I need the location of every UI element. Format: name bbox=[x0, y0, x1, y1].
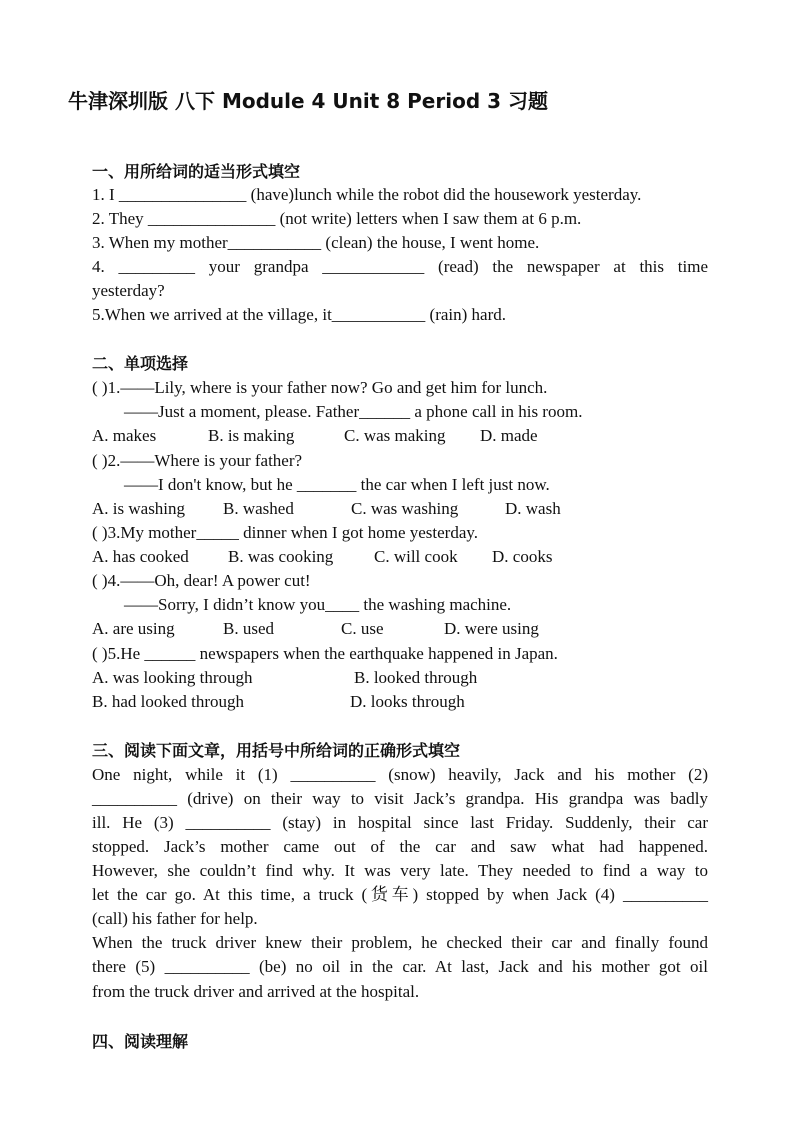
q5-option-b2: B. had looked through bbox=[92, 692, 245, 711]
q1-line2: ——Just a moment, please. Father______ a phone call in his room. bbox=[124, 402, 583, 421]
s1-item-3: 3. When my mother___________ (clean) the house, I went home. bbox=[92, 233, 540, 252]
q5-options-row1 bbox=[92, 666, 708, 690]
q4-option-c: C. use bbox=[341, 619, 384, 638]
q1-line1: ( )1.——Lily, where is your father now? Go and get him for lunch. bbox=[92, 378, 548, 397]
page-title: 牛津深圳版 八下 Module 4 Unit 8 Period 3 习题 bbox=[68, 89, 548, 113]
q1-options bbox=[92, 424, 708, 448]
s3-line-7: (call) his father for help. bbox=[92, 909, 258, 928]
s3-line-8: When the truck driver knew their problem, he checked their car and finally found bbox=[92, 933, 708, 952]
q3-option-d: D. cooks bbox=[492, 547, 553, 566]
q1-option-b: B. is making bbox=[208, 426, 295, 445]
q2-option-b: B. washed bbox=[223, 499, 294, 518]
s1-item-4: 4. _________ your grandpa ____________ (read) the newspaper at this time bbox=[92, 257, 708, 276]
s3-line-4: stopped. Jack’s mother came out of the car and saw what had happened. bbox=[92, 837, 708, 856]
q4-option-b: B. used bbox=[223, 619, 274, 638]
q4-line1: ( )4.——Oh, dear! A power cut! bbox=[92, 571, 311, 590]
q5-option-a: A. was looking through bbox=[92, 668, 253, 687]
q4-option-d: D. were using bbox=[444, 619, 539, 638]
s3-line-9: there (5) __________ (be) no oil in the car. At last, Jack and his mother got oil bbox=[92, 957, 708, 976]
s3-line-10: from the truck driver and arrived at the hospital. bbox=[92, 982, 420, 1001]
s3-line-6: let the car go. At this time, a truck (货车) stopped by when Jack (4) __________ bbox=[92, 885, 708, 904]
section3-heading: 三、阅读下面文章，用括号中所给词的正确形式填空 bbox=[92, 741, 461, 760]
s1-item-1: 1. I _______________ (have)lunch while the robot did the housework yesterday. bbox=[92, 185, 642, 204]
section4-heading: 四、阅读理解 bbox=[92, 1032, 189, 1051]
s3-line-1: One night, while it (1) __________ (snow) heavily, Jack and his mother (2) bbox=[92, 765, 708, 784]
s3-line-3: ill. He (3) __________ (stay) in hospital since last Friday. Suddenly, their car bbox=[92, 813, 708, 832]
q2-option-c: C. was washing bbox=[351, 499, 459, 518]
q5-option-d: D. looks through bbox=[350, 692, 465, 711]
q5-options-row2 bbox=[92, 690, 708, 714]
section1-heading: 一、用所给词的适当形式填空 bbox=[92, 162, 301, 181]
s1-item-4-cont: yesterday? bbox=[92, 281, 165, 300]
q3-line1: ( )3.My mother_____ dinner when I got home yesterday. bbox=[92, 523, 479, 542]
q1-option-c: C. was making bbox=[344, 426, 446, 445]
q2-line1: ( )2.——Where is your father? bbox=[92, 451, 303, 470]
q1-option-d: D. made bbox=[480, 426, 538, 445]
q4-line2: ——Sorry, I didn’t know you____ the washing machine. bbox=[124, 595, 512, 614]
s1-item-5: 5.When we arrived at the village, it___________ (rain) hard. bbox=[92, 305, 507, 324]
s3-line-5: However, she couldn’t find why. It was very late. They needed to find a way to bbox=[92, 861, 708, 880]
q5-option-b: B. looked through bbox=[354, 668, 478, 687]
q2-option-d: D. wash bbox=[505, 499, 561, 518]
q3-option-c: C. will cook bbox=[374, 547, 458, 566]
q4-options bbox=[92, 617, 708, 641]
s1-item-2: 2. They _______________ (not write) letters when I saw them at 6 p.m. bbox=[92, 209, 582, 228]
q2-options bbox=[92, 497, 708, 521]
q2-option-a: A. is washing bbox=[92, 499, 186, 518]
q3-option-b: B. was cooking bbox=[228, 547, 334, 566]
q3-option-a: A. has cooked bbox=[92, 547, 189, 566]
q2-line2: ——I don't know, but he _______ the car when I left just now. bbox=[124, 475, 550, 494]
q1-option-a: A. makes bbox=[92, 426, 157, 445]
section2-heading: 二、单项选择 bbox=[92, 354, 189, 373]
q4-option-a: A. are using bbox=[92, 619, 175, 638]
q3-options bbox=[92, 545, 708, 569]
s3-line-2: __________ (drive) on their way to visit Jack’s grandpa. His grandpa was badly bbox=[92, 789, 708, 808]
q5-line1: ( )5.He ______ newspapers when the earthquake happened in Japan. bbox=[92, 644, 558, 663]
